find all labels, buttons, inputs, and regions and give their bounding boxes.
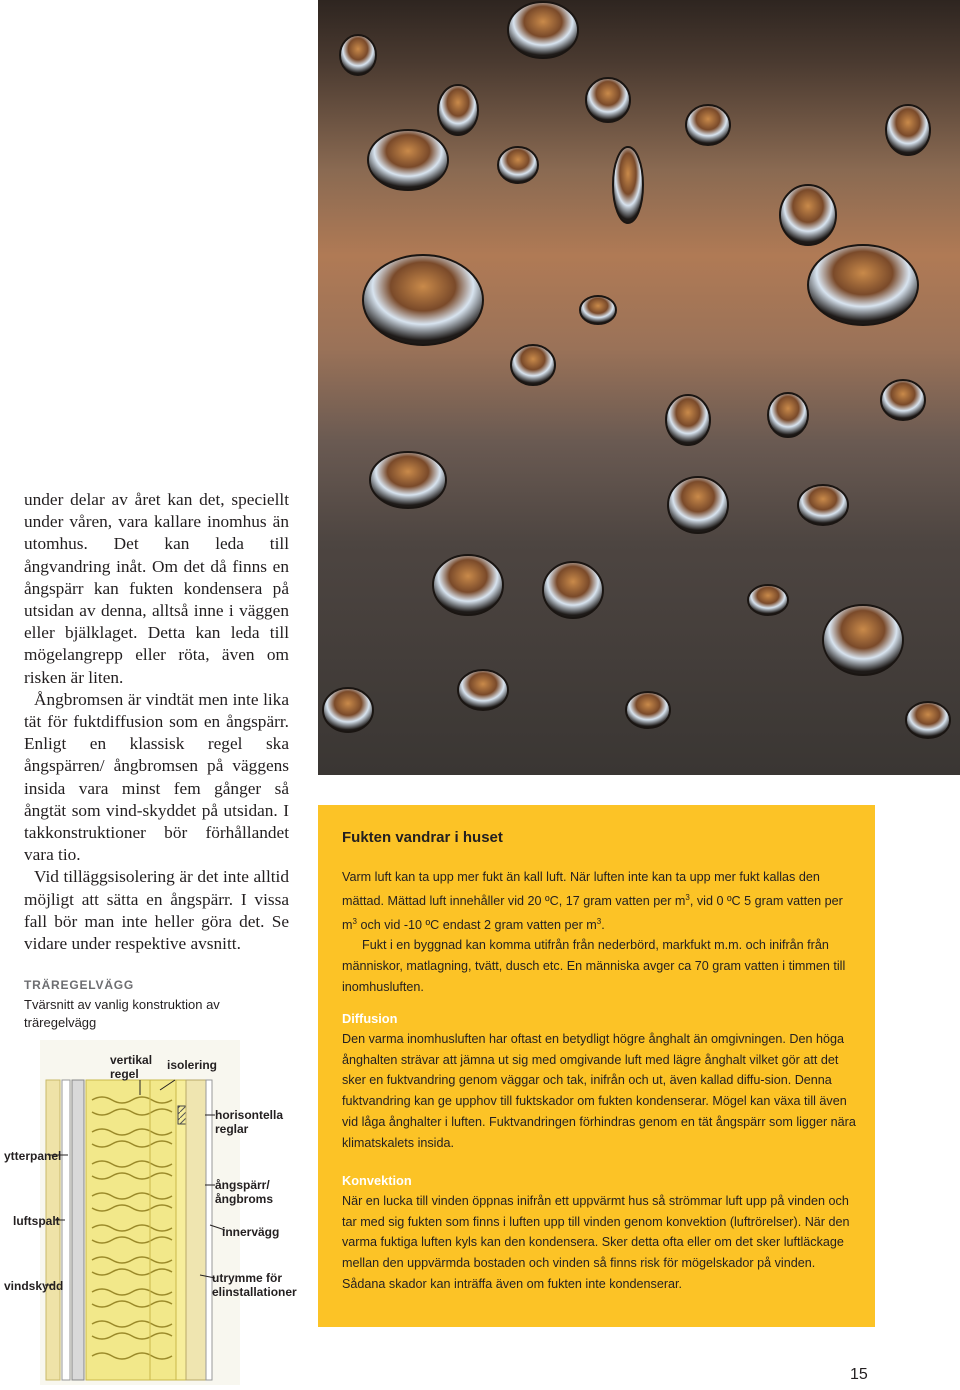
sidebar-title: Fukten vandrar i huset <box>342 829 503 846</box>
text-span: och vid -10 ºC endast 2 gram vatten per m <box>356 917 597 932</box>
text-span: , vid 0 ºC 5 gram vatten per m <box>342 893 843 932</box>
body-paragraph: Vid tilläggsisolering är det inte alltid möjligt att sätta en ångspärr. I vissa fall bör man inte heller göra det. Se vidare under respektive avsnitt. <box>24 867 289 954</box>
wall-section-diagram <box>0 1040 318 1385</box>
label-angsparr: ångspärr/ ångbroms <box>215 1178 274 1206</box>
sidebar-paragraph: Den varma inomhusluften har oftast en betydligt högre ånghalt än omgivningen. Den höga ånghalten strävar att jämna ut sig med omgivande luft med lägre ånghalt vilket gör att det sker en fuktvandring genom väggar och tak, inifrån och ut, även kallad diffu-sion. Denna fuktvandring kan ge upphov till fuktskador om fukten kondenserar. Mögel kan växa till även vid låga ånghalter i luften. Fuktvandringen förhindras genom en tät ångspärr som ligger nära klimatskalets insida. <box>342 1032 856 1150</box>
superscript: 3 <box>596 916 602 926</box>
body-paragraph: Ångbromsen är vindtät men inte lika tät för fuktdiffusion som en ångspärr. Enligt en klassisk regel ska ångspärren/ ångbromsen på väggens insida vara minst fem gånger så ångtät som vind-skyddet på utsidan. I takkonstruktioner bör förhållandet vara tio. <box>24 689 289 865</box>
sidebar-paragraph: Fukt i en byggnad kan komma utifrån från nederbörd, markfukt m.m. och inifrån från människor, matlagning, tvätt, dusch etc. En människa avger ca 70 gram vatten i timmen till inomhusluften. <box>342 938 846 994</box>
label-horisontella-reglar: horisontella reglar <box>215 1108 284 1136</box>
sidebar-paragraph <box>342 867 857 935</box>
label-utrymme: utrymme för elinstallationer <box>212 1271 297 1299</box>
sidebar-intro <box>342 867 857 998</box>
konvektion-text <box>342 1191 857 1295</box>
superscript: 3 <box>685 892 690 902</box>
label-isolering: isolering <box>167 1058 218 1072</box>
sidebar-paragraph: När en lucka till vinden öppnas inifrån ett uppvärmt hus så strömmar luft upp på vinden och tar med sig fukten som finns i luften upp till vinden genom konvektion (luftrörelser). När den varma fuktiga luften kyls kan den kondensera. Sker detta ofta eller om det sker luftläckage mellan den uppvärmda bostaden och vinden så finns risk för mögelskador på vinden. Sådana skador kan inträffa även om fukten inte kondenserar. <box>342 1194 850 1291</box>
figure-title: TRÄREGELVÄGG <box>24 978 135 992</box>
konvektion-heading: Konvektion <box>342 1173 412 1188</box>
label-innervagg: innervägg <box>222 1225 280 1239</box>
label-ytterpanel: ytterpanel <box>4 1149 62 1163</box>
diffusion-text <box>342 1029 857 1153</box>
text-span: . <box>601 917 605 932</box>
label-vindskydd: vindskydd <box>4 1279 64 1293</box>
text-span: Varm luft kan ta upp mer fukt än kall luft. När luften inte kan ta upp mer fukt kallas den mättad. Mättad luft innehåller vid 20 ºC, 17 gram vatten per m <box>342 870 820 908</box>
label-vertikal-regel: vertikal regel <box>110 1053 153 1081</box>
page-number: 15 <box>850 1366 868 1383</box>
diffusion-heading: Diffusion <box>342 1011 398 1026</box>
label-luftspalt: luftspalt <box>13 1214 60 1228</box>
info-sidebar <box>318 805 875 1327</box>
figure-caption: Tvärsnitt av vanlig konstruktion av träregelvägg <box>24 997 220 1030</box>
body-paragraph: under delar av året kan det, speciellt under våren, vara kallare inomhus än utomhus. Det kan leda till ångvandring inåt. Om det då finns en ångspärr kan fukten kondensera på utsidan av denna, alltså inne i väggen eller bjälklaget. Detta kan leda till mögelangrepp eller röta, även om risken är liten. <box>24 490 289 687</box>
superscript: 3 <box>352 916 357 926</box>
body-text <box>24 489 289 955</box>
water-droplets-photo <box>318 0 960 775</box>
